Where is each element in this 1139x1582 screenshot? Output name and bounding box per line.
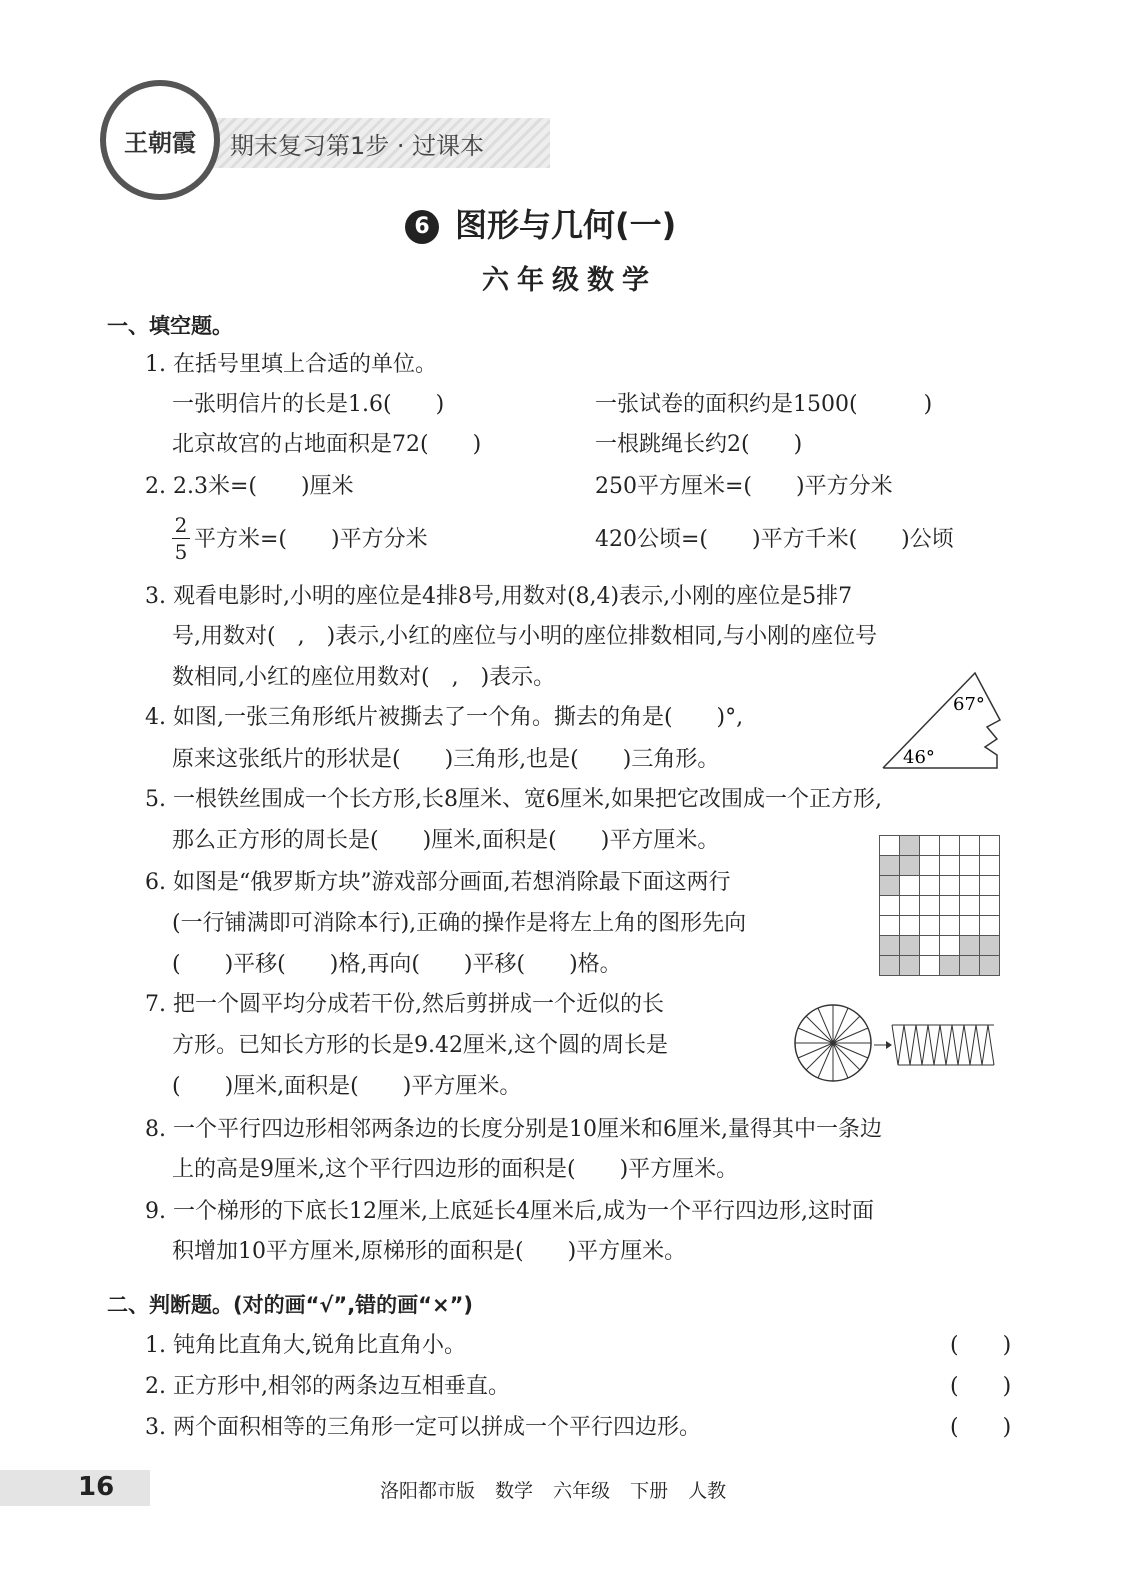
q3-1: 3. 观看电影时,小明的座位是4排8号,用数对(8,4)表示,小刚的座位是5排7 [145,584,853,609]
q1-a: 一张明信片的长是1.6( ) [172,392,445,417]
judge-1: 1. 钝角比直角大,锐角比直角小。 [145,1333,466,1358]
q3-2: 号,用数对( , )表示,小红的座位与小明的座位排数相同,与小刚的座位号 [172,624,878,649]
q6-3: ( )平移( )格,再向( )平移( )格。 [172,952,622,977]
q1: 1. 在括号里填上合适的单位。 [145,352,437,377]
angle-67: 67° [953,694,985,715]
torn-triangle-figure [875,665,1010,775]
q2-c: 平方米=( )平方分米 [194,527,428,552]
judge-2: 2. 正方形中,相邻的两条边互相垂直。 [145,1374,510,1399]
title-number: 6 [405,210,439,244]
q9-2: 积增加10平方厘米,原梯形的面积是( )平方厘米。 [172,1239,687,1264]
fraction [172,512,190,565]
subtitle: 六年级数学 [482,265,657,296]
page-title [405,200,676,246]
q5-2: 那么正方形的周长是( )厘米,面积是( )平方厘米。 [172,828,720,853]
q5-1: 5. 一根铁丝围成一个长方形,长8厘米、宽6厘米,如果把它改围成一个正方形, [145,787,882,812]
logo-text: 王朝霞 [124,127,196,157]
angle-46: 46° [903,747,935,768]
q2-a: 2. 2.3米=( )厘米 [145,474,354,499]
denominator: 5 [172,538,190,565]
circle-to-rectangle-figure [792,1003,1002,1083]
footer-text: 洛阳都市版 数学 六年级 下册 人教 [380,1480,727,1502]
q4-1: 4. 如图,一张三角形纸片被撕去了一个角。撕去的角是( )°, [145,705,744,730]
q7-2: 方形。已知长方形的长是9.42厘米,这个圆的周长是 [172,1033,668,1058]
q7-1: 7. 把一个圆平均分成若干份,然后剪拼成一个近似的长 [145,992,664,1017]
q2-d: 420公顷=( )平方千米( )公顷 [595,527,954,552]
q6-2: (一行铺满即可消除本行),正确的操作是将左上角的图形先向 [172,911,747,936]
q7-3: ( )厘米,面积是( )平方厘米。 [172,1074,522,1099]
banner-text: 期末复习第1步 · 过课本 [230,132,485,160]
judge-3: 3. 两个面积相等的三角形一定可以拼成一个平行四边形。 [145,1415,701,1440]
answer-paren: ( ) [950,1374,1012,1399]
q2-b: 250平方厘米=( )平方分米 [595,474,893,499]
answer-paren: ( ) [950,1415,1012,1440]
footer-bar [0,1470,150,1506]
tetris-grid [879,835,1000,976]
q3-3: 数相同,小红的座位用数对( , )表示。 [172,665,556,690]
q4-2: 原来这张纸片的形状是( )三角形,也是( )三角形。 [172,747,720,772]
numerator: 2 [174,513,188,537]
section-heading: 二、判断题。(对的画“√”,错的画“×”) [107,1293,473,1317]
q8-1: 8. 一个平行四边形相邻两条边的长度分别是10厘米和6厘米,量得其中一条边 [145,1117,882,1142]
title-text: 图形与几何(一) [455,206,677,244]
q1-b: 一张试卷的面积约是1500( ) [595,392,933,417]
brand-logo [100,80,220,200]
answer-paren: ( ) [950,1333,1012,1358]
q8-2: 上的高是9厘米,这个平行四边形的面积是( )平方厘米。 [172,1157,739,1182]
q1-c: 北京故宫的占地面积是72( ) [172,432,482,457]
q9-1: 9. 一个梯形的下底长12厘米,上底延长4厘米后,成为一个平行四边形,这时面 [145,1199,874,1224]
q1-d: 一根跳绳长约2( ) [595,432,803,457]
section-heading: 一、填空题。 [107,314,233,338]
q6-1: 6. 如图是“俄罗斯方块”游戏部分画面,若想消除最下面这两行 [145,870,731,895]
page-number: 16 [78,1472,115,1502]
